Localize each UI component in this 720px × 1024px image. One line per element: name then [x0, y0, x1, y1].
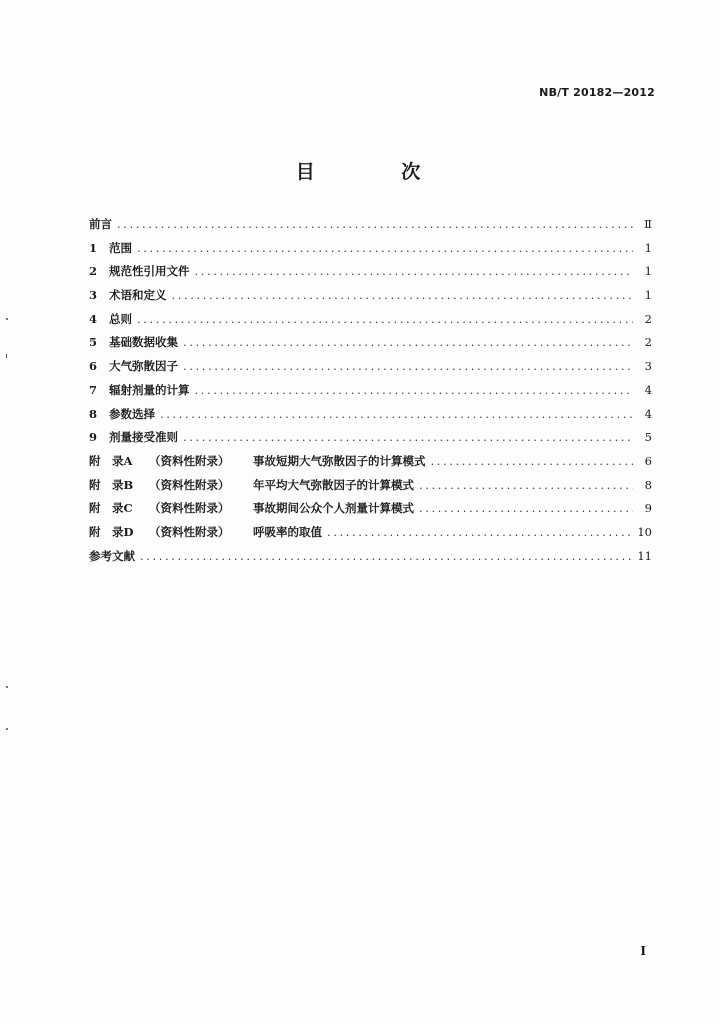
toc-appendix-id: 附 录C [89, 501, 133, 516]
toc-entry-label: 前言 [89, 217, 112, 231]
toc-appendix-id: 附 录D [89, 524, 134, 539]
toc-entry-acceptance-criteria[interactable] [89, 429, 652, 453]
toc-appendix-kind: （资料性附录） [149, 524, 230, 539]
toc-entry-general[interactable] [89, 311, 652, 335]
toc-entry-number: 2 [89, 264, 98, 279]
toc-entry-page: 1 [644, 264, 652, 279]
toc-entry-normative-references[interactable] [89, 263, 652, 287]
toc-entry-number: 1 [89, 240, 98, 255]
page-number: I [640, 944, 646, 958]
toc-entry-number: 8 [89, 406, 98, 421]
toc-entry-dose-calculation[interactable] [89, 382, 652, 406]
toc-leader-dots [195, 264, 634, 278]
toc-entry-label: 呼吸率的取值 [253, 524, 322, 539]
toc-entry-appendix-a[interactable] [89, 453, 652, 477]
toc-entry-page: 3 [644, 359, 652, 374]
toc-appendix-id: 附 录B [89, 477, 134, 492]
toc-entry-page: Ⅱ [644, 217, 652, 231]
scan-speck [6, 318, 8, 320]
toc-entry-page: 4 [644, 382, 652, 397]
toc-entry-page: 2 [644, 335, 652, 350]
toc-entry-page: 2 [644, 311, 652, 326]
toc-entry-bibliography[interactable] [89, 548, 652, 572]
toc-entry-label: 术语和定义 [109, 288, 167, 303]
toc-entry-page: 5 [644, 430, 652, 445]
toc-entry-terms-definitions[interactable] [89, 287, 652, 311]
toc-entry-label: 剂量接受准则 [109, 430, 178, 445]
scan-speck [6, 354, 7, 358]
toc-leader-dots [431, 454, 634, 468]
toc-entry-label: 参考文献 [89, 548, 135, 563]
toc-leader-dots [183, 430, 633, 444]
toc-entry-dispersion-factor[interactable] [89, 358, 652, 382]
toc-leader-dots [195, 383, 634, 397]
toc-leader-dots [183, 359, 633, 373]
toc-entry-appendix-c[interactable] [89, 500, 652, 524]
toc-entry-preface[interactable] [89, 216, 652, 240]
toc-entry-label: 大气弥散因子 [109, 359, 178, 374]
toc-entry-basic-data[interactable] [89, 334, 652, 358]
toc-entry-appendix-d[interactable] [89, 524, 652, 548]
toc-entry-label: 辐射剂量的计算 [109, 382, 190, 397]
scan-speck [6, 728, 8, 730]
toc-leader-dots [117, 217, 633, 231]
scan-speck [6, 686, 8, 688]
toc-entry-page: 6 [644, 453, 652, 468]
toc-appendix-kind: （资料性附录） [149, 453, 230, 468]
standard-code: NB/T 20182—2012 [539, 86, 655, 99]
toc-entry-page: 8 [644, 477, 652, 492]
toc-appendix-kind: （资料性附录） [149, 501, 230, 516]
toc-entry-label: 事故期间公众个人剂量计算模式 [253, 501, 414, 516]
toc-leader-dots [137, 241, 633, 255]
toc-entry-number: 7 [89, 382, 98, 397]
toc-entry-page: 4 [644, 406, 652, 421]
toc-entry-number: 5 [89, 335, 98, 350]
toc-entry-page: 10 [637, 524, 652, 539]
toc-leader-dots [419, 478, 633, 492]
toc-leader-dots [419, 501, 633, 515]
toc-title: 目 次 [295, 161, 461, 183]
toc-leader-dots [183, 335, 633, 349]
toc-entry-label: 范围 [109, 240, 132, 255]
toc-entry-label: 基础数据收集 [109, 335, 178, 350]
toc-leader-dots [140, 549, 632, 563]
toc-entry-label: 规范性引用文件 [109, 264, 190, 279]
toc-entry-page: 1 [644, 288, 652, 303]
toc-appendix-kind: （资料性附录） [149, 477, 230, 492]
toc-entry-number: 4 [89, 311, 98, 326]
toc-entry-page: 1 [644, 240, 652, 255]
toc-entry-label: 参数选择 [109, 406, 155, 421]
toc-entry-appendix-b[interactable] [89, 477, 652, 501]
toc-appendix-id: 附 录A [89, 453, 133, 468]
toc-entry-page: 11 [637, 548, 652, 563]
toc-entry-scope[interactable] [89, 240, 652, 264]
toc-entry-label: 年平均大气弥散因子的计算模式 [253, 477, 414, 492]
toc-leader-dots [327, 525, 632, 539]
toc-leader-dots [172, 288, 634, 302]
toc-entry-label: 总则 [109, 311, 132, 326]
toc-entry-parameter-selection[interactable] [89, 406, 652, 430]
toc-entry-label: 事故短期大气弥散因子的计算模式 [253, 453, 426, 468]
toc-leader-dots [160, 407, 633, 421]
toc-entry-number: 3 [89, 288, 98, 303]
toc-leader-dots [137, 312, 633, 326]
toc-entry-number: 9 [89, 430, 98, 445]
toc-entry-page: 9 [644, 501, 652, 516]
table-of-contents [89, 216, 652, 571]
toc-entry-number: 6 [89, 359, 98, 374]
